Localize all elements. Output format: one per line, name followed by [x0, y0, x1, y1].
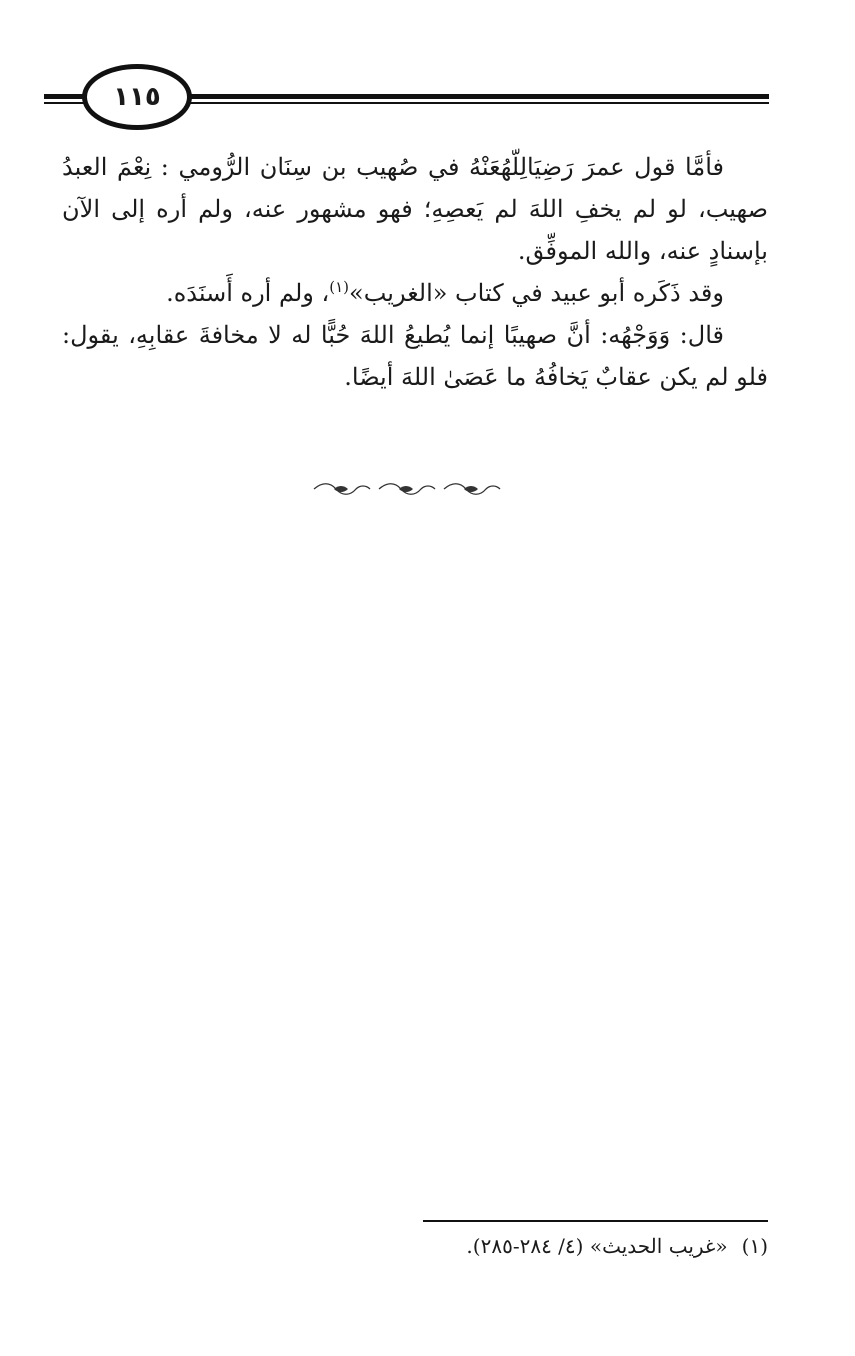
flourish-icon [312, 480, 372, 498]
main-text [62, 146, 768, 398]
paragraph-2-text-end: ، ولم أره أَسنَدَه. [166, 279, 330, 307]
page-number-badge [82, 64, 192, 130]
ornament-icon [312, 478, 502, 500]
flourish-icon [442, 480, 502, 498]
footnote-number: (١) [741, 1234, 768, 1258]
paragraph-2 [62, 272, 768, 314]
footnote-reference[interactable]: (١) [329, 278, 350, 296]
paragraph-3: قال: وَوَجْهُه: أنَّ صهيبًا إنما يُطيعُ اللهَ حُبًّا له لا مخافةَ عقابِهِ، يقول: فلو لم يكن عقابٌ يَخافُهُ ما عَصَىٰ اللهَ أيضًا. [62, 321, 768, 391]
paragraph-2-text-start: وقد ذَكَره أبو عبيد في كتاب «الغريب» [349, 279, 724, 307]
page-number: ١١٥ [113, 82, 161, 112]
page-header [44, 64, 769, 134]
footnote-text: «غريب الحديث» (٤/ ٢٨٤-٢٨٥). [466, 1234, 728, 1258]
paragraph-1: فأمَّا قول عمرَ رَضِيَالِلّهُعَنْهُ في صُهيب بن سِنَان الرُّومي : نِعْمَ العبدُ صهيب، لو لم يخفِ اللهَ لم يَعصِهِ؛ فهو مشهور عنه، ولم أره إلى الآن بإسنادٍ عنه، والله الموفِّق. [62, 153, 768, 265]
footnote-divider [423, 1220, 768, 1222]
footnote-1 [268, 1230, 768, 1262]
flourish-icon [377, 480, 437, 498]
